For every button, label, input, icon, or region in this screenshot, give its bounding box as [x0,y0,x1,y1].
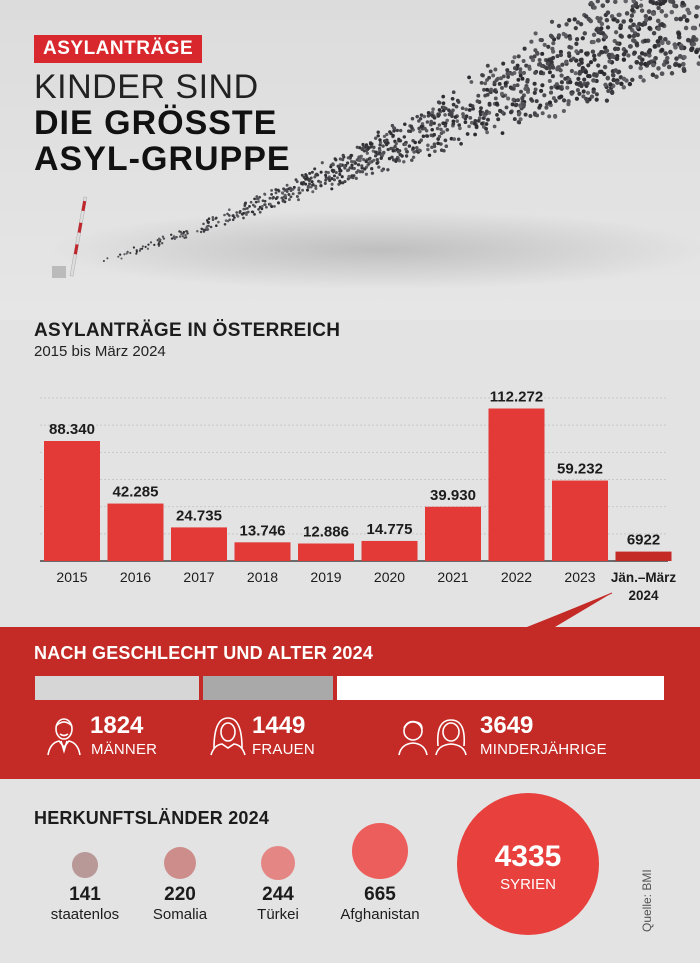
value-label: 6922 [626,531,661,549]
tick-label: 2021 [437,569,469,585]
bar-2019 [298,543,354,561]
bar-2022 [489,408,545,561]
men-count: 1824 [90,712,144,739]
origin-count: 244 [262,884,294,905]
minors-label: MINDERJÄHRIGE [480,741,607,758]
gender-age-title: NACH GESCHLECHT UND ALTER 2024 [34,643,374,663]
chart-title: ASYLANTRÄGE IN ÖSTERREICH [34,320,341,341]
bar-2020 [362,541,418,561]
tick-label: 2017 [183,569,215,585]
origin-dot [261,846,295,880]
value-label: 112.272 [489,388,544,406]
minors-count: 3649 [480,712,534,739]
headline-line-2: DIE GRÖSSTE [34,104,278,142]
origin-dot [72,852,98,878]
man-icon [44,714,84,756]
tick-label: 2018 [246,569,279,585]
bar-segment-women [203,676,333,700]
headline-line-1: KINDER SIND [34,68,259,106]
bar-2015 [44,441,100,561]
bar-2018 [235,542,291,561]
woman-icon [208,714,248,756]
origin-label: Türkei [257,906,299,923]
bar-segment-minors [337,676,664,700]
syrien-label: SYRIEN [500,876,556,893]
origin-dot [352,823,408,879]
tick-label: 2022 [500,569,533,585]
chart-subtitle: 2015 bis März 2024 [34,343,166,360]
topic-tag: ASYLANTRÄGE [34,35,202,63]
men-label: MÄNNER [91,741,158,758]
origin-label: Somalia [152,906,208,923]
origin-count: 141 [69,884,101,905]
origin-label: Afghanistan [340,906,420,923]
value-label: 42.285 [112,483,159,501]
tick-label: 2019 [310,569,342,585]
bar-2023 [552,481,608,561]
bar-2021 [425,507,481,561]
tick-label: 2016 [119,569,152,585]
value-label: 12.886 [303,523,349,541]
headline-line-3: ASYL-GRUPPE [34,140,291,178]
syrien-count: 4335 [494,840,562,873]
bar-2016 [108,504,164,561]
tick-label: 2023 [564,569,596,585]
bar-2017 [171,527,227,561]
value-label: 24.735 [176,507,222,525]
tick-label: 2015 [56,569,88,585]
value-label: 39.930 [430,486,476,504]
value-label: 13.746 [239,522,286,540]
women-label: FRAUEN [252,741,315,758]
tick-label: 2024 [628,588,659,603]
women-count: 1449 [252,712,306,739]
origin-count: 665 [364,884,396,905]
tick-label: Jän.–März [610,570,677,585]
callout-pointer [0,560,700,630]
children-icon [396,714,472,756]
value-label: 88.340 [49,421,95,439]
origin-label: staatenlos [50,906,120,923]
origin-count: 220 [164,884,196,905]
value-label: 14.775 [366,520,413,538]
source-note: Quelle: BMI [640,869,654,932]
tick-label: 2020 [373,569,406,585]
value-label: 59.232 [557,460,603,478]
origins-title: HERKUNFTSLÄNDER 2024 [34,808,270,828]
origin-dot [164,847,196,879]
bar-segment-men [35,676,199,700]
